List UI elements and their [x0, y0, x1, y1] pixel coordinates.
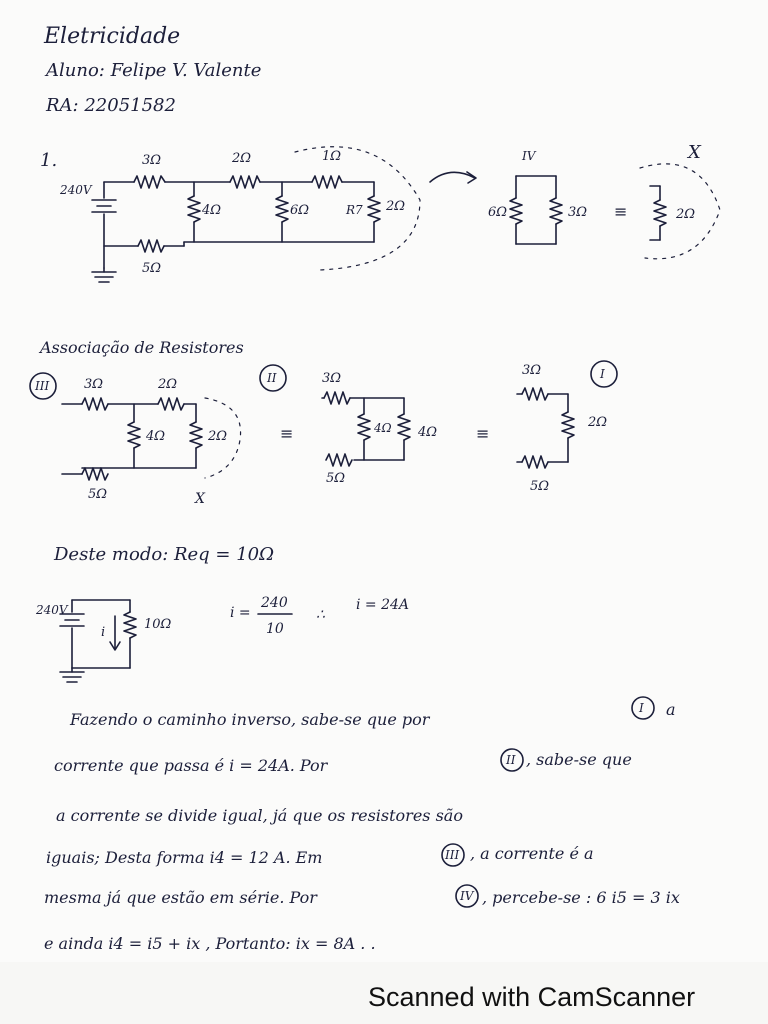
formula-numerator: 240: [261, 595, 288, 611]
student-ra: RA: 22051582: [46, 95, 176, 116]
x-mark: X: [195, 491, 205, 507]
equivalence-sign: ≡: [280, 424, 294, 443]
explanation-line: iguais; Desta forma i4 = 12 A. Em: [46, 848, 323, 867]
resistor-label: 2Ω: [232, 151, 252, 166]
explanation-line: a corrente se divide igual, já que os resistores são: [56, 806, 463, 825]
resistor-name-label: R7: [346, 203, 363, 217]
explanation-line: , percebe-se : 6 i5 = 3 ix: [482, 888, 680, 907]
resistor-label: 3Ω: [142, 153, 162, 168]
resistor-label: 3Ω: [322, 371, 342, 386]
equivalent-resistance: Deste modo: Req = 10Ω: [54, 544, 275, 565]
resistor-label: 3Ω: [568, 205, 588, 220]
roman-numeral-label: III: [445, 848, 460, 862]
problem-number: 1.: [40, 150, 58, 171]
resistor-label: 10Ω: [144, 617, 172, 632]
resistor-label: 5Ω: [88, 487, 108, 502]
resistor-label: 2Ω: [386, 199, 406, 214]
resistor-label: 2Ω: [158, 377, 178, 392]
explanation-line: corrente que passa é i = 24A. Por: [54, 756, 328, 775]
page-title: Eletricidade: [44, 24, 181, 49]
formula-denominator: 10: [266, 621, 284, 637]
explanation-line: e ainda i4 = i5 + ix , Portanto: ix = 8A . .: [44, 934, 376, 953]
circuit-iii: [30, 373, 241, 480]
resistor-label: 3Ω: [84, 377, 104, 392]
current-label: i: [101, 625, 106, 640]
equivalence-sign: ≡: [476, 424, 490, 443]
explanation-line: , a corrente é a: [470, 844, 594, 863]
formula-prefix: i =: [230, 605, 251, 621]
explanation-line: , sabe-se que: [526, 750, 632, 769]
resistor-label: 5Ω: [530, 479, 550, 494]
student-name: Aluno: Felipe V. Valente: [46, 60, 262, 81]
resistor-label: 2Ω: [676, 207, 696, 222]
source-voltage-label: 240V: [36, 603, 68, 617]
resistor-label: 5Ω: [326, 471, 346, 486]
resistor-label: 4Ω: [374, 421, 392, 435]
resistor-label: 1Ω: [322, 149, 342, 164]
section-heading: Associação de Resistores: [40, 338, 244, 357]
source-voltage-label: 240V: [60, 183, 92, 197]
resistor-label: 6Ω: [488, 205, 508, 220]
roman-numeral-label: II: [506, 753, 516, 767]
resistor-label: 2Ω: [588, 415, 608, 430]
roman-numeral-label: I: [639, 701, 644, 715]
circuit-equivalent: [60, 600, 292, 682]
roman-numeral-label: I: [600, 367, 605, 381]
equivalence-sign: ≡: [614, 202, 628, 221]
resistor-label: 2Ω: [208, 429, 228, 444]
roman-numeral-label: IV: [460, 889, 474, 903]
explanation-line: mesma já que estão em série. Por: [44, 888, 317, 907]
explanation-line: Fazendo o caminho inverso, sabe-se que por: [70, 710, 430, 729]
roman-numeral-label: IV: [522, 149, 536, 163]
current-result: i = 24A: [356, 597, 410, 613]
roman-numeral-label: III: [35, 379, 50, 393]
x-mark: X: [688, 142, 701, 163]
resistor-label: 6Ω: [290, 203, 310, 218]
explanation-word: a: [666, 700, 676, 719]
resistor-label: 4Ω: [418, 425, 438, 440]
resistor-label: 4Ω: [202, 203, 222, 218]
resistor-label: 5Ω: [142, 261, 162, 276]
camscanner-watermark: Scanned with CamScanner: [368, 982, 696, 1012]
roman-numeral-label: II: [267, 371, 277, 385]
therefore-sign: ∴: [316, 607, 325, 623]
resistor-label: 4Ω: [146, 429, 166, 444]
resistor-label: 3Ω: [522, 363, 542, 378]
